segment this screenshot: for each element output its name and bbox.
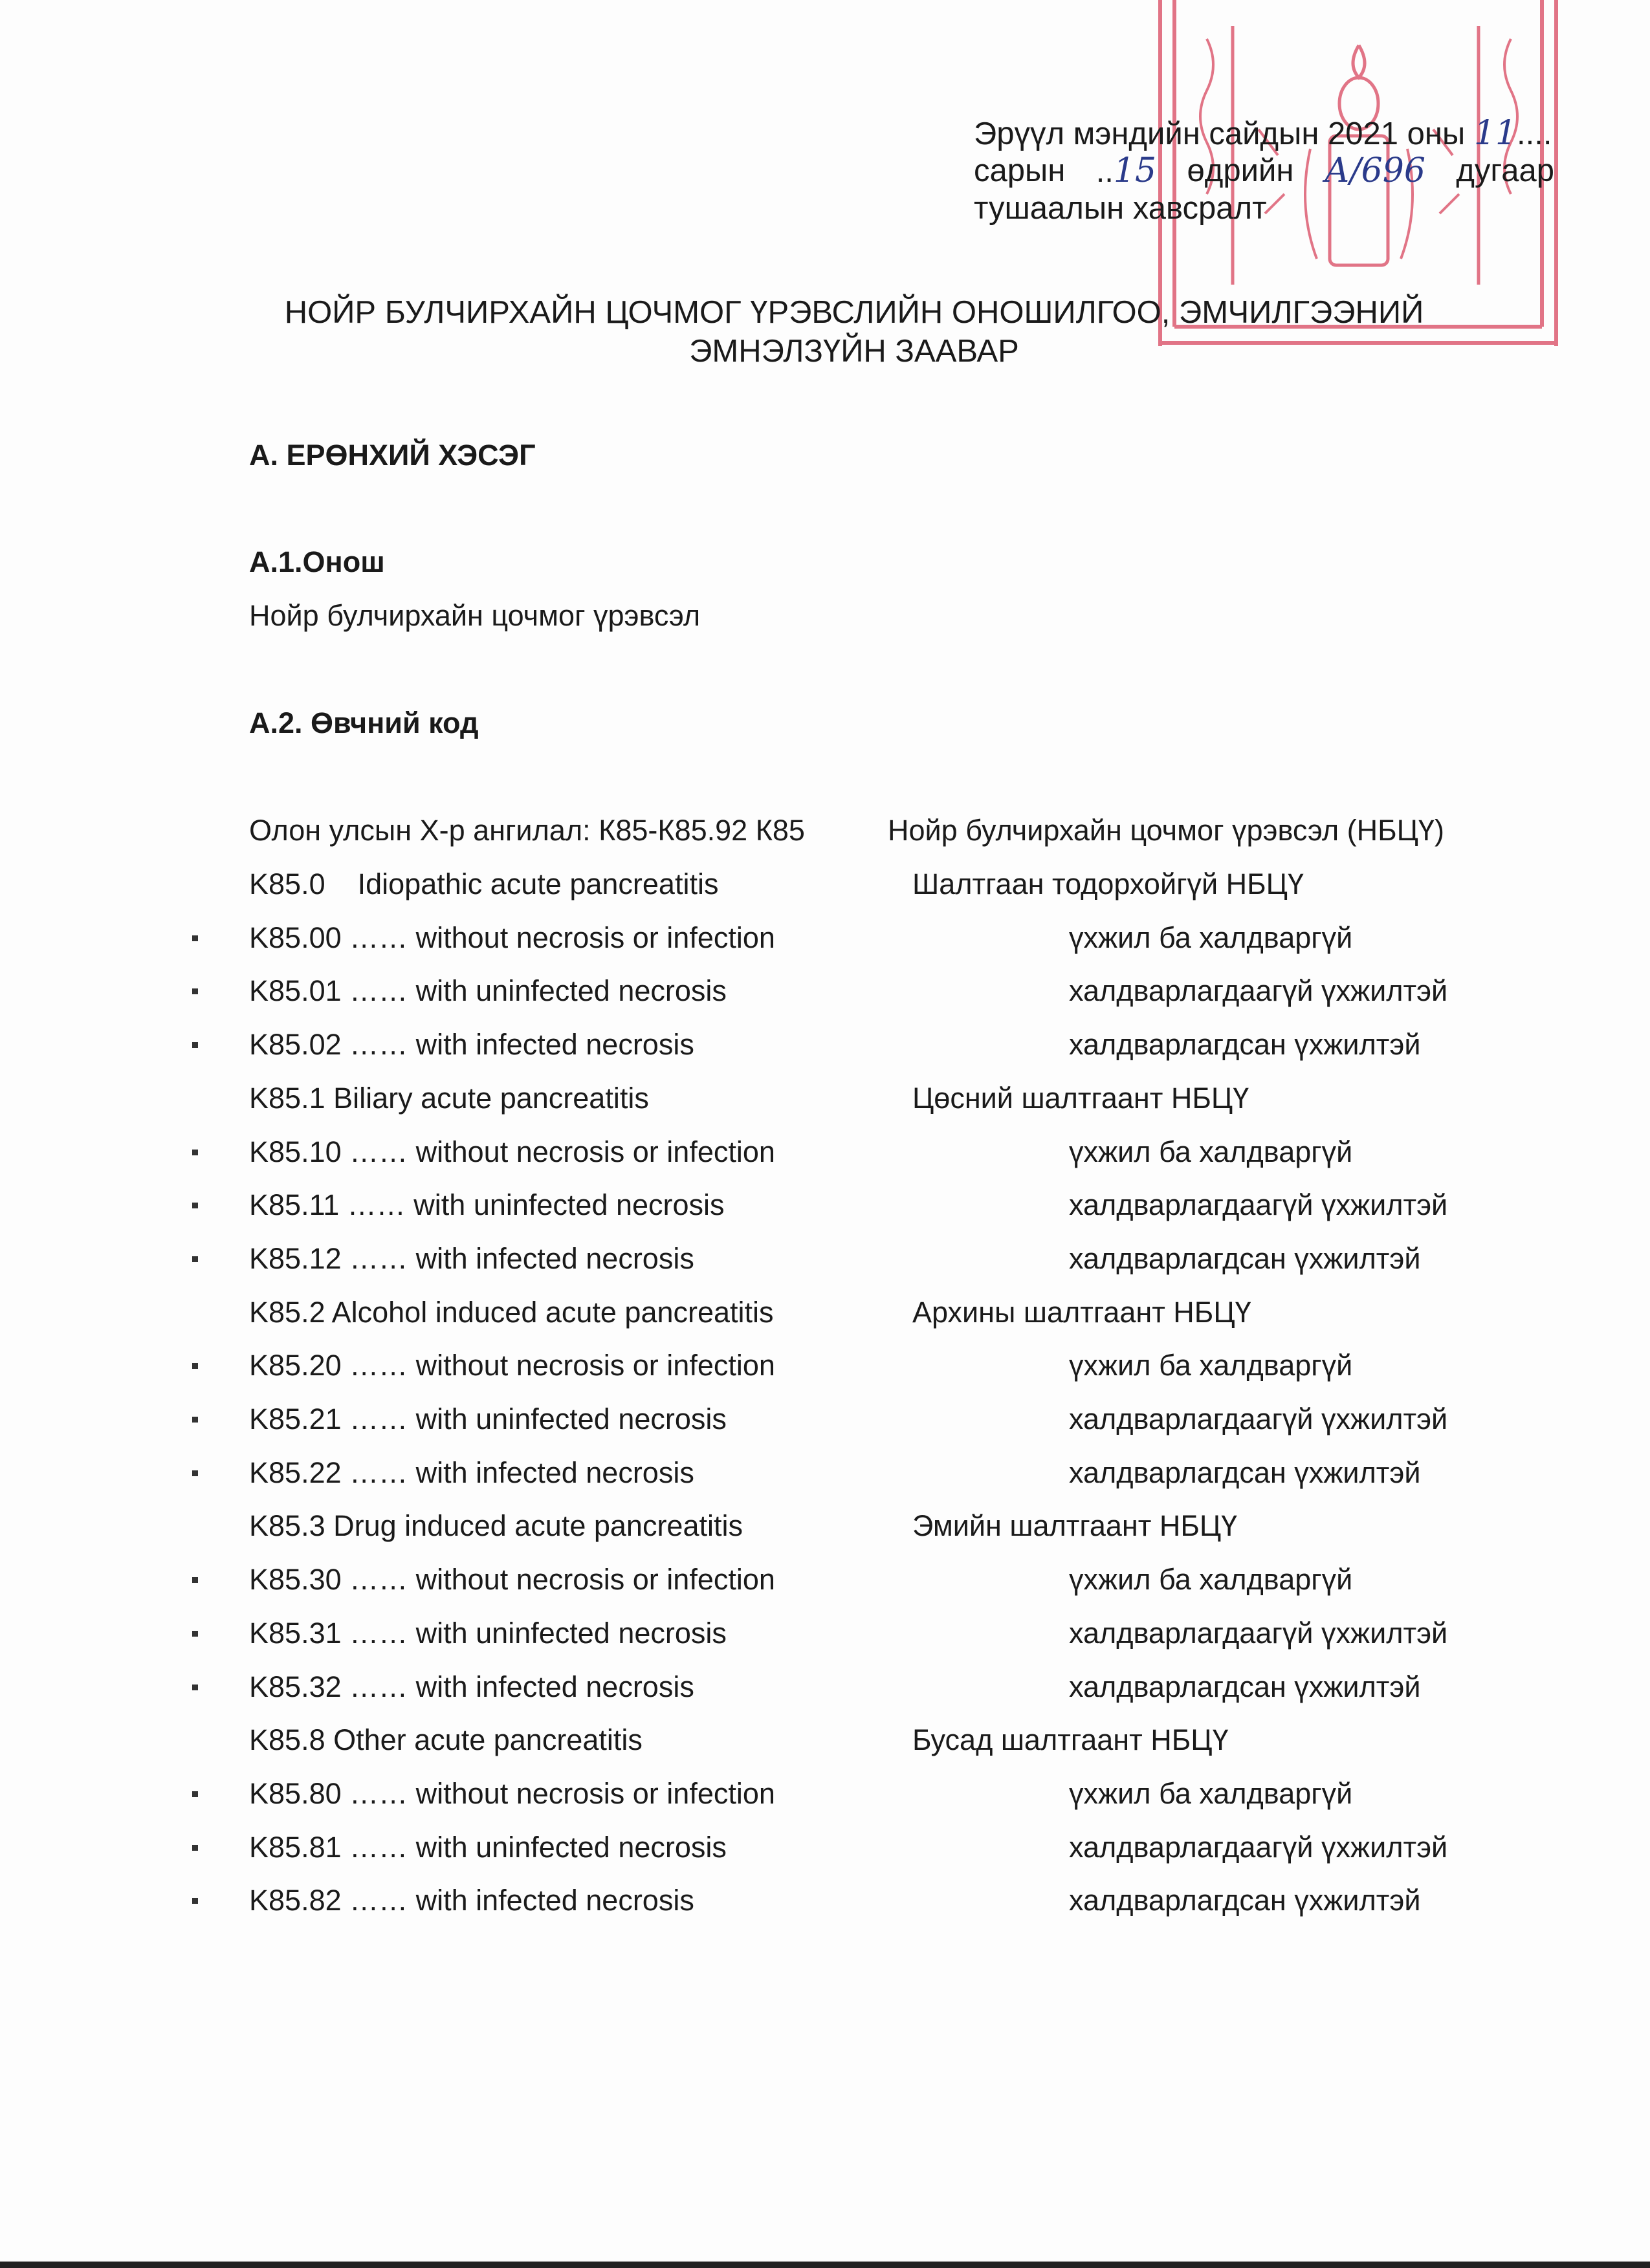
code-subentry: K85.80 …… without necrosis or infection — [249, 1777, 775, 1810]
section-a2-heading: А.2. Өвчний код — [249, 706, 479, 739]
handwritten-order-number: А/696 — [1324, 151, 1425, 190]
code-subentry: K85.11 …… with uninfected necrosis — [249, 1188, 725, 1221]
header-month-dots: .... — [1517, 116, 1552, 151]
scan-bottom-edge — [0, 2262, 1650, 2268]
code-category: K85.3 Drug induced acute pancreatitis — [249, 1509, 743, 1542]
code-subentry-mn: халдварлагдаагүй үхжилтэй — [1069, 1402, 1448, 1435]
handwritten-month: 11 — [1473, 114, 1517, 153]
document-title-line-2: ЭМНЭЛЗҮЙН ЗААВАР — [689, 334, 1019, 369]
code-category-mn: Шалтгаан тодорхойгүй НБЦҮ — [912, 867, 1304, 900]
section-a-heading: А. ЕРӨНХИЙ ХЭСЭГ — [249, 439, 536, 472]
code-subentry-mn: халдварлагдсан үхжилтэй — [1069, 1884, 1421, 1917]
header-line-3: тушаалын хавсралт — [974, 191, 1267, 226]
code-subentry-mn: халдварлагдсан үхжилтэй — [1069, 1456, 1421, 1489]
code-subentry: K85.82 …… with infected necrosis — [249, 1884, 694, 1917]
code-subentry: K85.10 …… without necrosis or infection — [249, 1135, 775, 1168]
code-subentry-mn: халдварлагдаагүй үхжилтэй — [1069, 1617, 1448, 1650]
list-bullet — [192, 1256, 198, 1262]
handwritten-day: 15 — [1113, 151, 1157, 190]
code-subentry-mn: халдварлагдаагүй үхжилтэй — [1069, 974, 1448, 1007]
list-bullet — [192, 988, 198, 994]
code-subentry-mn: үхжил ба халдваргүй — [1069, 1349, 1353, 1382]
code-subentry: K85.20 …… without necrosis or infection — [249, 1349, 775, 1382]
list-bullet — [192, 1150, 198, 1155]
code-subentry: K85.12 …… with infected necrosis — [249, 1242, 694, 1275]
header-number-word: дугаар — [1456, 153, 1554, 188]
list-bullet — [192, 1685, 198, 1690]
code-subentry: K85.00 …… without necrosis or infection — [249, 921, 775, 954]
code-subentry: K85.30 …… without necrosis or infection — [249, 1563, 775, 1596]
header-date-text: Эрүүл мэндийн сайдын 2021 оны — [974, 116, 1466, 151]
header-line-1 — [974, 115, 1552, 153]
header-day-dots: .. — [1095, 154, 1114, 189]
list-bullet — [192, 1791, 198, 1797]
code-subentry-mn: халдварлагдсан үхжилтэй — [1069, 1242, 1421, 1275]
list-bullet — [192, 1577, 198, 1583]
code-subentry-mn: халдварлагдаагүй үхжилтэй — [1069, 1831, 1448, 1864]
code-subentry-mn: халдварлагдаагүй үхжилтэй — [1069, 1188, 1448, 1221]
code-subentry: K85.22 …… with infected necrosis — [249, 1456, 694, 1489]
header-day-field — [1096, 153, 1156, 190]
code-subentry: K85.02 …… with infected necrosis — [249, 1028, 694, 1061]
code-subentry-mn: халдварлагдсан үхжилтэй — [1069, 1670, 1421, 1703]
code-category-mn: Цөсний шалтгаант НБЦҮ — [912, 1082, 1249, 1115]
code-subentry: K85.21 …… with uninfected necrosis — [249, 1402, 727, 1435]
list-bullet — [192, 1631, 198, 1637]
section-a1-heading: А.1.Онош — [249, 545, 385, 578]
code-subentry-mn: үхжил ба халдваргүй — [1069, 1563, 1353, 1596]
list-bullet — [192, 1417, 198, 1423]
code-category: K85.1 Biliary acute pancreatitis — [249, 1082, 649, 1115]
code-subentry: K85.32 …… with infected necrosis — [249, 1670, 694, 1703]
code-category-mn: Эмийн шалтгаант НБЦҮ — [912, 1509, 1238, 1542]
list-bullet — [192, 1203, 198, 1208]
list-bullet — [192, 1898, 198, 1904]
code-category: K85.8 Other acute pancreatitis — [249, 1723, 643, 1756]
code-category: K85.2 Alcohol induced acute pancreatitis — [249, 1296, 774, 1329]
list-bullet — [192, 1363, 198, 1369]
code-subentry: K85.31 …… with uninfected necrosis — [249, 1617, 727, 1650]
header-month-word: сарын — [974, 153, 1066, 188]
document-title-line-1: НОЙР БУЛЧИРХАЙН ЦОЧМОГ ҮРЭВСЛИЙН ОНОШИЛГОО, ЭМЧИЛГЭЭНИЙ — [284, 295, 1424, 330]
code-category-mn: Архины шалтгаант НБЦҮ — [912, 1296, 1251, 1329]
code-subentry-mn: халдварлагдсан үхжилтэй — [1069, 1028, 1421, 1061]
list-bullet — [192, 1845, 198, 1851]
code-subentry-mn: үхжил ба халдваргүй — [1069, 1135, 1353, 1168]
list-bullet — [192, 1470, 198, 1476]
code-subentry: K85.81 …… with uninfected necrosis — [249, 1831, 727, 1864]
header-day-word: өдрийн — [1187, 153, 1294, 188]
list-bullet — [192, 1042, 198, 1048]
code-subentry-mn: үхжил ба халдваргүй — [1069, 1777, 1353, 1810]
code-category: K85.0 Idiopathic acute pancreatitis — [249, 867, 719, 900]
code-subentry-mn: үхжил ба халдваргүй — [1069, 921, 1353, 954]
header-line-2 — [974, 153, 1554, 190]
code-category-mn: Бусад шалтгаант НБЦҮ — [912, 1723, 1229, 1756]
diagnosis-text: Нойр булчирхайн цочмог үрэвсэл — [249, 599, 701, 632]
classification-right: Нойр булчирхайн цочмог үрэвсэл (НБЦҮ) — [888, 814, 1444, 847]
classification-left: Олон улсын Х-р ангилал: К85-К85.92 К85 — [249, 814, 805, 847]
code-subentry: K85.01 …… with uninfected necrosis — [249, 974, 727, 1007]
list-bullet — [192, 935, 198, 941]
